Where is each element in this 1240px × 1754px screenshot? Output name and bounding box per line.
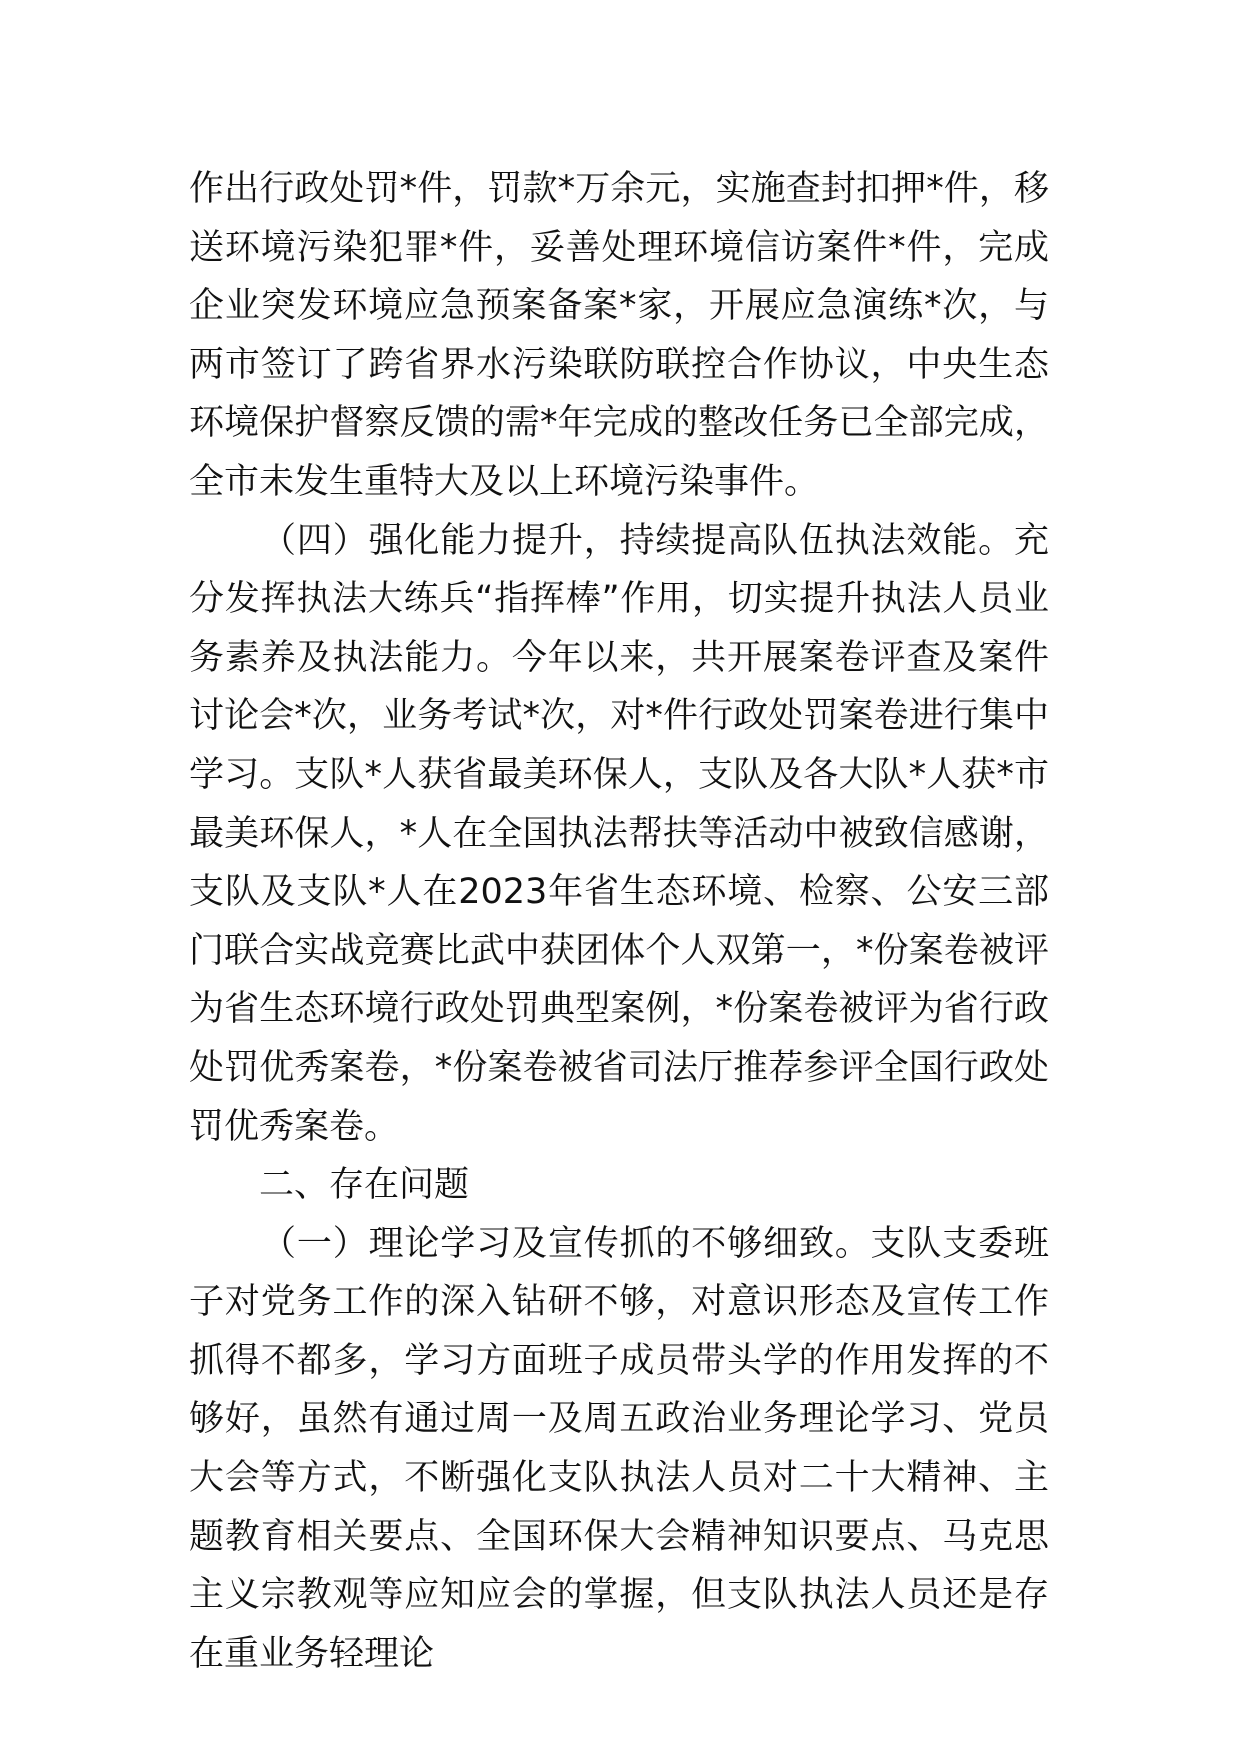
- paragraph-capability-improvement: （四）强化能力提升，持续提高队伍执法效能。充分发挥执法大练兵“指挥棒”作用，切实提升执法人员业务素养及执法能力。今年以来，共开展案卷评查及案件讨论会*次，业务考试*次，对*件行政处罚案卷进行集中学习。支队*人获省最美环保人，支队及各大队*人获*市最美环保人，*人在全国执法帮扶等活动中被致信感谢，支队及支队*人在2023年省生态环境、检察、公安三部门联合实战竞赛比武中获团体个人双第一，*份案卷被评为省生态环境行政处罚典型案例，*份案卷被评为省行政处罚优秀案卷，*份案卷被省司法厅推荐参评全国行政处罚优秀案卷。: [189, 520, 1049, 1147]
- paragraph-continuation: 作出行政处罚*件，罚款*万余元，实施查封扣押*件，移送环境污染犯罪*件，妥善处理环境信访案件*件，完成企业突发环境应急预案备案*家，开展应急演练*次，与两市签订了跨省界水污染联防联控合作协议，中央生态环境保护督察反馈的需*年完成的整改任务已全部完成，全市未发生重特大及以上环境污染事件。: [189, 169, 1049, 502]
- section-heading-existing-problems: 二、存在问题: [259, 1165, 470, 1206]
- document-body: [189, 160, 1049, 1683]
- paragraph-theory-study: （一）理论学习及宣传抓的不够细致。支队支委班子对党务工作的深入钻研不够，对意识形态及宣传工作抓得不都多，学习方面班子成员带头学的作用发挥的不够好，虽然有通过周一及周五政治业务理论学习、党员大会等方式，不断强化支队执法人员对二十大精神、主题教育相关要点、全国环保大会精神知识要点、马克思主义宗教观等应知应会的掌握，但支队执法人员还是存在重业务轻理论: [189, 1223, 1049, 1674]
